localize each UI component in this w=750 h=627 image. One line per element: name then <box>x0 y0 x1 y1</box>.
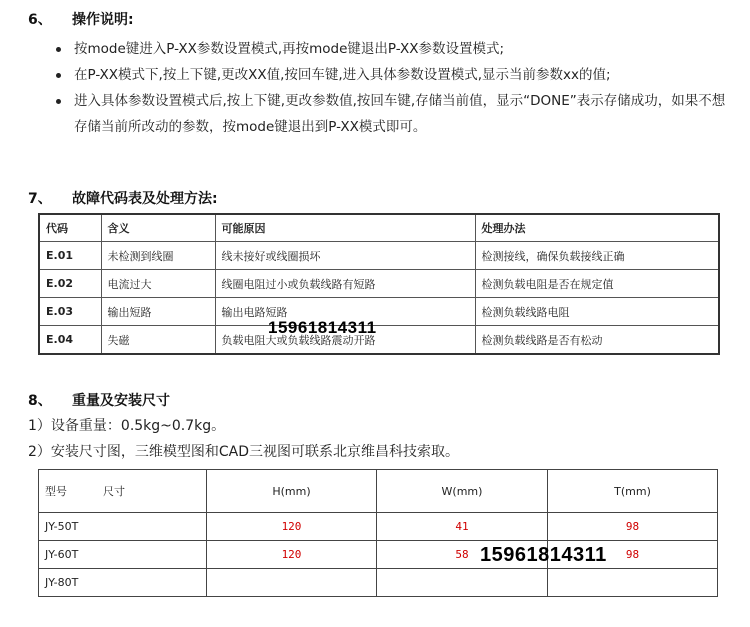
width-value: 58 <box>377 541 548 569</box>
fault-solution: 检测负载线路电阻 <box>475 298 719 326</box>
column-header-cause: 可能原因 <box>215 214 475 242</box>
model-name: JY-80T <box>39 569 207 597</box>
model-name: JY-60T <box>39 541 207 569</box>
table-row <box>39 326 719 355</box>
fault-code: E.04 <box>39 326 101 355</box>
phone-watermark: 15961814311 <box>480 544 607 566</box>
height-value: 120 <box>207 513 377 541</box>
table-row <box>39 298 719 326</box>
section-6-title: 操作说明: <box>72 12 134 28</box>
section-7-heading <box>28 188 218 208</box>
table-header-row <box>39 470 718 513</box>
list-item: 进入具体参数设置模式后,按上下键,更改参数值,按回车键,存储当前值，显示“DONE”表示存储成功，如果不想存储当前所改动的参数，按mode键退出到P-XX模式即可。 <box>52 88 732 140</box>
fault-code: E.02 <box>39 270 101 298</box>
header-size-label: 尺寸 <box>103 485 125 498</box>
thickness-value: 98 <box>548 513 718 541</box>
fault-meaning: 输出短路 <box>101 298 215 326</box>
column-header-w: W(mm) <box>377 470 548 513</box>
section-6-number: 6、 <box>28 12 52 28</box>
table-row <box>39 513 718 541</box>
fault-cause: 输出电路短路 <box>215 298 475 326</box>
table-header-row <box>39 214 719 242</box>
fault-code-table <box>38 213 720 355</box>
height-value: 120 <box>207 541 377 569</box>
table-row <box>39 569 718 597</box>
fault-solution: 检测负载电阻是否在规定值 <box>475 270 719 298</box>
column-header-code: 代码 <box>39 214 101 242</box>
fault-cause: 线未接好或线圈损坏 <box>215 242 475 270</box>
section-7-number: 7、 <box>28 191 52 207</box>
section-6-heading <box>28 9 134 29</box>
column-header-meaning: 含义 <box>101 214 215 242</box>
weight-line: 1）设备重量：0.5kg~0.7kg。 <box>28 418 226 434</box>
section-8-heading <box>28 390 170 410</box>
column-header-h: H(mm) <box>207 470 377 513</box>
fault-cause: 线圈电阻过小或负载线路有短路 <box>215 270 475 298</box>
thickness-value <box>548 569 718 597</box>
fault-solution: 检测负载线路是否有松动 <box>475 326 719 355</box>
thickness-value: 98 <box>548 541 718 569</box>
operation-instructions-list <box>52 36 732 140</box>
list-item: 在P-XX模式下,按上下键,更改XX值,按回车键,进入具体参数设置模式,显示当前参数xx的值; <box>52 62 732 88</box>
section-8-number: 8、 <box>28 393 52 409</box>
column-header-t: T(mm) <box>548 470 718 513</box>
phone-watermark: 15961814311 <box>268 318 377 337</box>
fault-meaning: 未检测到线圈 <box>101 242 215 270</box>
table-row <box>39 242 719 270</box>
width-value: 41 <box>377 513 548 541</box>
width-value <box>377 569 548 597</box>
section-8-title: 重量及安装尺寸 <box>72 393 170 409</box>
install-size-line: 2）安装尺寸图，三维模型图和CAD三视图可联系北京维昌科技索取。 <box>28 444 460 460</box>
table-row <box>39 541 718 569</box>
column-header-solution: 处理办法 <box>475 214 719 242</box>
section-7-title: 故障代码表及处理方法: <box>72 191 218 207</box>
height-value <box>207 569 377 597</box>
fault-meaning: 失磁 <box>101 326 215 355</box>
fault-solution: 检测接线，确保负载接线正确 <box>475 242 719 270</box>
fault-cause: 负载电阻大或负载线路震动开路 <box>215 326 475 355</box>
dimension-table <box>38 469 718 597</box>
fault-meaning: 电流过大 <box>101 270 215 298</box>
table-row <box>39 270 719 298</box>
list-item: 按mode键进入P-XX参数设置模式,再按mode键退出P-XX参数设置模式; <box>52 36 732 62</box>
header-model-label: 型号 <box>45 485 67 498</box>
model-name: JY-50T <box>39 513 207 541</box>
fault-code: E.01 <box>39 242 101 270</box>
column-header-model-size <box>39 470 207 513</box>
fault-code: E.03 <box>39 298 101 326</box>
